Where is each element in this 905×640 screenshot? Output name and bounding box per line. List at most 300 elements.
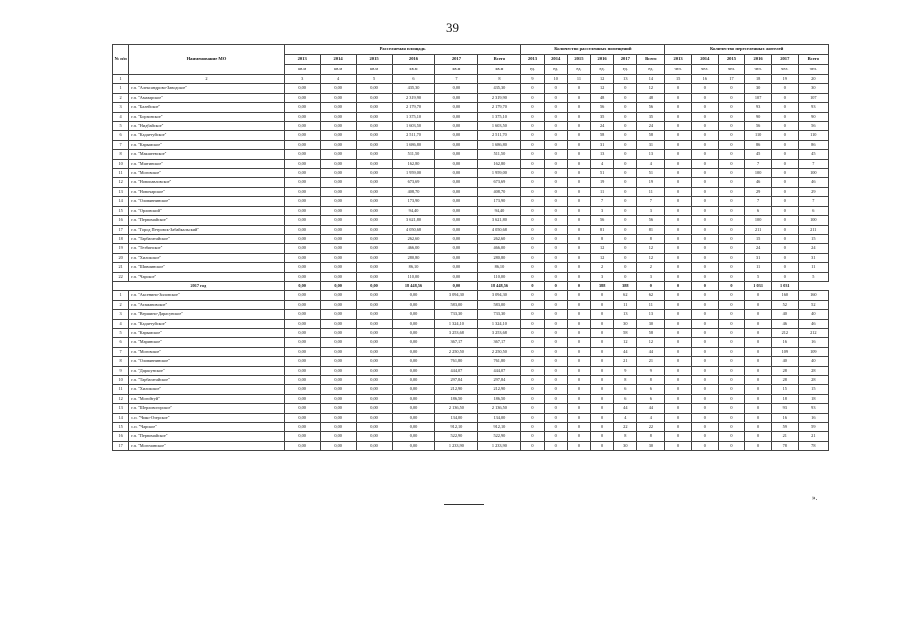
- table-cell: 0: [771, 93, 798, 102]
- header-name: Наименование МО: [129, 45, 284, 75]
- table-cell: 0: [614, 112, 637, 121]
- table-cell: 0: [591, 357, 614, 366]
- table-cell: 8: [637, 376, 665, 385]
- table-cell: 0: [591, 423, 614, 432]
- table-cell: 367,17: [478, 338, 521, 347]
- table-cell: 0: [665, 187, 692, 196]
- table-cell: 14: [113, 197, 129, 206]
- table-cell: 0: [567, 131, 590, 140]
- table-cell: 0,00: [284, 131, 320, 140]
- table-cell: 134,00: [435, 413, 478, 422]
- table-cell: 30: [637, 319, 665, 328]
- table-cell: 0,00: [435, 187, 478, 196]
- table-cell: 912,10: [478, 423, 521, 432]
- table-cell: 0: [544, 291, 567, 300]
- table-cell: 0,00: [435, 263, 478, 272]
- table-cell: 22: [637, 423, 665, 432]
- table-cell: 0: [591, 376, 614, 385]
- table-row: [113, 159, 829, 168]
- table-cell: 0: [665, 300, 692, 309]
- table-cell: 0,00: [284, 385, 320, 394]
- table-cell: 0: [718, 413, 745, 422]
- table-cell: 0,00: [356, 272, 392, 281]
- table-cell: 13: [637, 310, 665, 319]
- table-row: [113, 347, 829, 356]
- table-cell: 9: [637, 366, 665, 375]
- header-year: 2016: [591, 55, 614, 65]
- table-cell: 0: [665, 253, 692, 262]
- table-cell: 21: [798, 432, 828, 441]
- table-cell: 0: [691, 366, 718, 375]
- header-unit: чел.: [691, 65, 718, 75]
- table-cell: 0: [567, 178, 590, 187]
- table-cell: 0: [544, 225, 567, 234]
- table-cell: 0: [771, 272, 798, 281]
- table-cell: 0: [665, 423, 692, 432]
- table-cell: 0,00: [320, 432, 356, 441]
- table-cell: 21: [113, 263, 129, 272]
- mo-name: г.п. "Макшеевское": [129, 150, 284, 159]
- table-cell: 0: [718, 263, 745, 272]
- table-cell: 44: [637, 347, 665, 356]
- table-cell: 0,00: [392, 394, 435, 403]
- table-cell: 107: [798, 93, 828, 102]
- table-cell: 3: [637, 206, 665, 215]
- table-row: [113, 225, 829, 234]
- table-cell: 0: [691, 319, 718, 328]
- table-cell: 28: [771, 366, 798, 375]
- table-cell: 0: [614, 234, 637, 243]
- table-cell: 444,07: [478, 366, 521, 375]
- table-cell: 0: [718, 300, 745, 309]
- table-cell: 0,00: [356, 263, 392, 272]
- table-cell: 0: [718, 423, 745, 432]
- table-cell: 0: [521, 394, 544, 403]
- table-row: [113, 197, 829, 206]
- table-cell: 0: [544, 441, 567, 450]
- table-cell: 3: [113, 103, 129, 112]
- table-cell: 0: [691, 206, 718, 215]
- table-cell: 0: [691, 357, 718, 366]
- column-number: 18: [745, 75, 772, 84]
- mo-name: г.п. "Могойтуй": [129, 394, 284, 403]
- table-cell: 0: [521, 131, 544, 140]
- table-cell: 0,00: [356, 357, 392, 366]
- header-unit: кв.м: [478, 65, 521, 75]
- header-year: 2015: [567, 55, 590, 65]
- table-cell: 0,00: [435, 178, 478, 187]
- table-cell: 0: [771, 225, 798, 234]
- header-year: 2017: [614, 55, 637, 65]
- table-cell: 7: [637, 197, 665, 206]
- table-cell: 211: [798, 225, 828, 234]
- table-row: [113, 394, 829, 403]
- table-cell: 408,70: [478, 187, 521, 196]
- table-cell: 0: [591, 385, 614, 394]
- table-cell: 761,80: [435, 357, 478, 366]
- table-cell: 0,00: [392, 291, 435, 300]
- table-row: [113, 103, 829, 112]
- table-cell: 0,00: [392, 441, 435, 450]
- table-cell: 0: [567, 423, 590, 432]
- table-cell: 0: [665, 404, 692, 413]
- table-cell: 52: [771, 300, 798, 309]
- table-row: [113, 187, 829, 196]
- table-cell: 0: [771, 103, 798, 112]
- table-cell: 0: [665, 272, 692, 281]
- table-cell: 0: [665, 169, 692, 178]
- table-cell: 1 959,00: [392, 169, 435, 178]
- table-cell: 0: [665, 197, 692, 206]
- table-cell: 0: [614, 131, 637, 140]
- table-cell: 0: [521, 347, 544, 356]
- table-cell: 0: [691, 441, 718, 450]
- table-cell: 0,00: [284, 169, 320, 178]
- table-cell: 0,00: [435, 131, 478, 140]
- table-cell: 0,00: [356, 244, 392, 253]
- header-unit: кв.м: [392, 65, 435, 75]
- table-cell: 0,00: [392, 423, 435, 432]
- table-cell: 0: [544, 319, 567, 328]
- table-cell: 1 603,50: [478, 122, 521, 131]
- table-cell: 6: [113, 338, 129, 347]
- table-cell: 0: [691, 244, 718, 253]
- table-cell: 0,00: [435, 140, 478, 149]
- table-cell: 0: [521, 272, 544, 281]
- table-cell: 2 319,90: [478, 93, 521, 102]
- table-cell: 0,00: [435, 244, 478, 253]
- mo-name: г.п. "Шивиинское": [129, 263, 284, 272]
- table-cell: 7: [591, 197, 614, 206]
- table-cell: 0,00: [356, 376, 392, 385]
- table-cell: 0: [614, 103, 637, 112]
- table-cell: 186,50: [478, 394, 521, 403]
- table-cell: 0,00: [320, 187, 356, 196]
- table-cell: 0,00: [320, 112, 356, 121]
- table-cell: 35: [591, 112, 614, 121]
- mo-name: г.п. "Город Петровск-Забайкальский": [129, 225, 284, 234]
- table-cell: 1 233,90: [435, 441, 478, 450]
- total-cell: 0,00: [320, 281, 356, 290]
- table-cell: 0: [521, 122, 544, 131]
- table-cell: 2: [637, 263, 665, 272]
- table-cell: 0: [665, 263, 692, 272]
- table-cell: 0: [591, 441, 614, 450]
- header-year: 2013: [284, 55, 320, 65]
- table-cell: 0,00: [284, 310, 320, 319]
- table-cell: 0,00: [284, 150, 320, 159]
- table-cell: 4 050,68: [392, 225, 435, 234]
- header-year: 2015: [356, 55, 392, 65]
- table-cell: 0,00: [356, 385, 392, 394]
- table-cell: 48: [591, 93, 614, 102]
- table-cell: 0,00: [356, 187, 392, 196]
- table-cell: 0,00: [320, 169, 356, 178]
- mo-name: г.п. "Новопавловское": [129, 178, 284, 187]
- table-cell: 13: [591, 150, 614, 159]
- header-year: 2013: [665, 55, 692, 65]
- table-cell: 0: [544, 432, 567, 441]
- table-cell: 56: [745, 122, 772, 131]
- table-cell: 0,00: [284, 234, 320, 243]
- table-cell: 0: [591, 328, 614, 337]
- table-cell: 0,00: [284, 423, 320, 432]
- table-cell: 0: [521, 159, 544, 168]
- table-cell: 13: [113, 187, 129, 196]
- table-cell: 0: [691, 300, 718, 309]
- table-cell: 12: [614, 338, 637, 347]
- table-cell: 0: [691, 225, 718, 234]
- table-cell: 134,00: [478, 413, 521, 422]
- table-cell: 0: [718, 140, 745, 149]
- table-cell: 6: [637, 394, 665, 403]
- table-cell: 110,00: [392, 272, 435, 281]
- table-cell: 0: [691, 122, 718, 131]
- table-row: [113, 93, 829, 102]
- table-cell: 7: [798, 197, 828, 206]
- table-cell: 0: [771, 216, 798, 225]
- table-cell: 0,00: [320, 197, 356, 206]
- table-cell: 24: [591, 122, 614, 131]
- table-cell: 0,00: [320, 131, 356, 140]
- table-cell: 0: [665, 319, 692, 328]
- table-cell: 0,00: [320, 103, 356, 112]
- table-row: [113, 366, 829, 375]
- table-cell: 0: [745, 394, 772, 403]
- table-cell: 673,69: [478, 178, 521, 187]
- table-cell: 0: [691, 103, 718, 112]
- table-row: [113, 84, 829, 93]
- table-cell: 0,00: [320, 423, 356, 432]
- table-cell: 1: [113, 84, 129, 93]
- table-cell: 109: [798, 347, 828, 356]
- table-cell: 0: [544, 310, 567, 319]
- table-cell: 0,00: [356, 84, 392, 93]
- table-row: [113, 385, 829, 394]
- table-cell: 211: [745, 225, 772, 234]
- table-cell: 0: [745, 357, 772, 366]
- table-cell: 4: [614, 413, 637, 422]
- mo-name: г.п. "Аксенино-Зиловское": [129, 291, 284, 300]
- table-cell: 173,90: [392, 197, 435, 206]
- mo-name: г.п. "Маринское": [129, 338, 284, 347]
- table-cell: 0: [771, 131, 798, 140]
- column-number: 5: [356, 75, 392, 84]
- table-cell: 4 050,68: [478, 225, 521, 234]
- table-cell: 0: [745, 423, 772, 432]
- table-row: [113, 178, 829, 187]
- table-cell: 0,00: [284, 122, 320, 131]
- table-cell: 0,00: [356, 234, 392, 243]
- table-cell: 12: [637, 244, 665, 253]
- table-cell: 3 094,30: [478, 291, 521, 300]
- table-cell: 0: [567, 84, 590, 93]
- table-cell: 0: [544, 253, 567, 262]
- table-cell: 0,00: [356, 300, 392, 309]
- table-cell: 0: [691, 197, 718, 206]
- table-cell: 0: [567, 441, 590, 450]
- table-cell: 0,00: [356, 225, 392, 234]
- table-cell: 0: [614, 263, 637, 272]
- table-cell: 0: [718, 404, 745, 413]
- table-cell: 0: [718, 310, 745, 319]
- table-cell: 1 686,80: [392, 140, 435, 149]
- table-cell: 0,00: [284, 272, 320, 281]
- table-row: [113, 272, 829, 281]
- table-cell: 0,00: [392, 310, 435, 319]
- table-cell: 81: [591, 225, 614, 234]
- table-row: [113, 112, 829, 121]
- table-cell: 0: [771, 84, 798, 93]
- table-cell: 0: [665, 225, 692, 234]
- table-cell: 0: [745, 404, 772, 413]
- table-cell: 0: [665, 244, 692, 253]
- table-cell: 0,00: [356, 197, 392, 206]
- header-unit: ед.: [544, 65, 567, 75]
- table-cell: 58: [614, 328, 637, 337]
- table-cell: 0: [691, 347, 718, 356]
- table-cell: 0: [591, 413, 614, 422]
- total-cell: 388: [591, 281, 614, 290]
- table-cell: 8: [637, 234, 665, 243]
- mo-name: г.п. "Атамановское": [129, 300, 284, 309]
- table-cell: 0: [691, 423, 718, 432]
- table-cell: 78: [771, 441, 798, 450]
- table-cell: 0: [591, 432, 614, 441]
- table-cell: 0,00: [356, 404, 392, 413]
- table-cell: 0: [567, 244, 590, 253]
- table-cell: 0,00: [356, 150, 392, 159]
- table-cell: 59: [771, 423, 798, 432]
- table-cell: 0: [691, 253, 718, 262]
- table-cell: 0: [771, 253, 798, 262]
- table-cell: 280,80: [392, 253, 435, 262]
- table-cell: 0,00: [392, 319, 435, 328]
- table-cell: 0: [691, 394, 718, 403]
- column-number: 17: [718, 75, 745, 84]
- table-cell: 0: [544, 131, 567, 140]
- table-cell: 408,70: [392, 187, 435, 196]
- table-cell: 0,00: [356, 441, 392, 450]
- table-cell: 0,00: [284, 263, 320, 272]
- table-cell: 0,00: [320, 300, 356, 309]
- table-cell: 0: [691, 234, 718, 243]
- total-cell: 0: [691, 281, 718, 290]
- table-cell: 0: [567, 366, 590, 375]
- table-cell: 0: [665, 432, 692, 441]
- table-cell: 0: [567, 291, 590, 300]
- table-cell: 0: [771, 244, 798, 253]
- table-cell: 94,40: [478, 206, 521, 215]
- separator-line: [444, 504, 484, 505]
- table-cell: 7: [113, 140, 129, 149]
- table-cell: 0: [771, 140, 798, 149]
- table-cell: 0: [691, 338, 718, 347]
- table-cell: 0: [691, 187, 718, 196]
- table-cell: 0: [665, 310, 692, 319]
- table-cell: 0: [521, 169, 544, 178]
- table-cell: 86: [745, 140, 772, 149]
- table-cell: 19: [591, 178, 614, 187]
- mo-name: г.п. "Нидбайское": [129, 122, 284, 131]
- table-cell: 0: [745, 328, 772, 337]
- mo-name: г.п. "Оловяннинское": [129, 197, 284, 206]
- table-cell: 0,00: [284, 93, 320, 102]
- table-cell: 18: [771, 394, 798, 403]
- table-cell: 0: [567, 225, 590, 234]
- column-number: 12: [591, 75, 614, 84]
- header-unit: чел.: [718, 65, 745, 75]
- table-cell: 0: [567, 103, 590, 112]
- table-cell: 0: [718, 178, 745, 187]
- table-cell: 9: [614, 366, 637, 375]
- header-year: Всего: [798, 55, 828, 65]
- table-cell: 0: [567, 140, 590, 149]
- header-area: Расселяемая площадь: [284, 45, 521, 55]
- table-cell: 0,00: [320, 366, 356, 375]
- table-cell: 2 179,70: [478, 103, 521, 112]
- table-cell: 7: [745, 197, 772, 206]
- mo-name: г.п. "Тарбагатайское": [129, 234, 284, 243]
- table-cell: 583,00: [435, 300, 478, 309]
- table-cell: 0: [544, 197, 567, 206]
- table-cell: 16: [798, 413, 828, 422]
- table-cell: 11: [113, 169, 129, 178]
- table-cell: 0: [614, 122, 637, 131]
- table-cell: 0: [665, 376, 692, 385]
- table-row: [113, 244, 829, 253]
- table-cell: 0: [665, 112, 692, 121]
- table-cell: 0: [691, 178, 718, 187]
- table-cell: 0: [521, 310, 544, 319]
- table-cell: 40: [798, 357, 828, 366]
- table-cell: 28: [771, 376, 798, 385]
- total-cell: 0,00: [356, 281, 392, 290]
- table-cell: 0: [718, 432, 745, 441]
- table-cell: 212,90: [478, 385, 521, 394]
- mo-name: г.п. "Первомайское": [129, 216, 284, 225]
- table-cell: 19: [113, 244, 129, 253]
- header-year: 2017: [771, 55, 798, 65]
- table-cell: 0,00: [435, 112, 478, 121]
- table-cell: 6: [113, 131, 129, 140]
- table-cell: 0,00: [356, 328, 392, 337]
- table-cell: 2: [113, 300, 129, 309]
- column-number: 10: [544, 75, 567, 84]
- table-cell: 0: [614, 178, 637, 187]
- table-cell: 0: [544, 394, 567, 403]
- table-cell: 81: [637, 225, 665, 234]
- table-cell: 4: [637, 413, 665, 422]
- table-cell: 0,00: [320, 291, 356, 300]
- table-cell: 0,00: [320, 310, 356, 319]
- table-cell: 12: [591, 84, 614, 93]
- resettlement-table: [112, 44, 829, 451]
- table-cell: 0,00: [320, 234, 356, 243]
- table-cell: 0: [614, 140, 637, 149]
- table-cell: 0: [544, 103, 567, 112]
- table-cell: 4: [113, 319, 129, 328]
- table-row: [113, 234, 829, 243]
- table-cell: 0,00: [356, 413, 392, 422]
- table-cell: 0: [718, 216, 745, 225]
- total-cell: 18 448,56: [478, 281, 521, 290]
- table-cell: 0: [591, 291, 614, 300]
- header-unit: чел.: [745, 65, 772, 75]
- table-cell: 17: [113, 225, 129, 234]
- table-cell: 0: [567, 93, 590, 102]
- table-cell: 0: [521, 93, 544, 102]
